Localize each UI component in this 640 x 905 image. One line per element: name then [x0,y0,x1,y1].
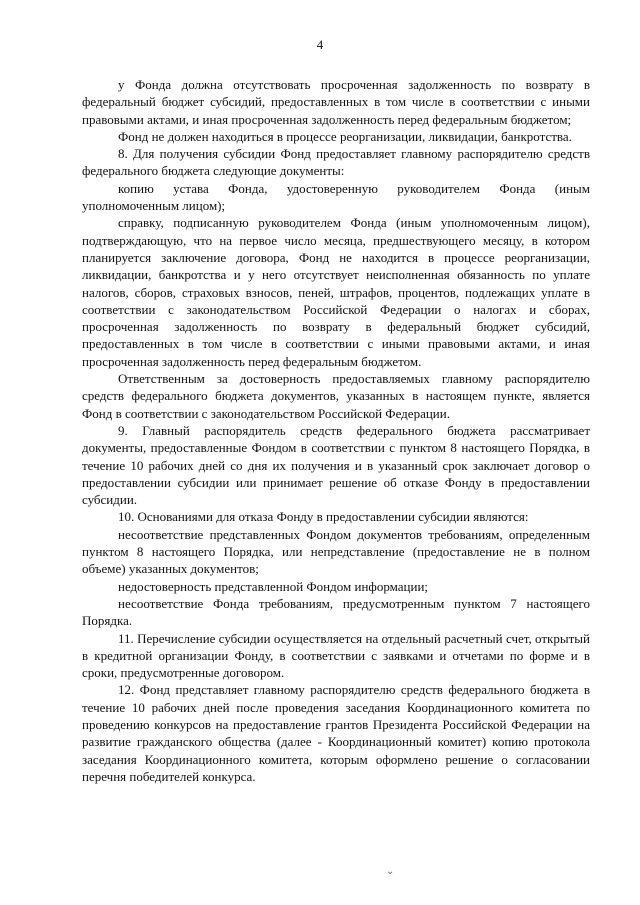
paragraph: у Фонда должна отсутствовать просроченная задолженность по возврату в федеральный бюджет субсидий, предоставленных в том числе в соответствии с иными правовыми актами, и иная просроченная задолженность перед федеральным бюджетом; [82,77,590,127]
document-body [82,76,590,785]
scan-mark: ⌄ [386,866,395,877]
paragraph: 9. Главный распорядитель средств федерального бюджета рассматривает документы, предоставленные Фондом в соответствии с пунктом 8 настоящего Порядка, в течение 10 рабочих дней со дня их получения и в указанный срок заключает договор о предоставлении субсидии или принимает решение об отказе Фонду в предоставлении субсидии. [82,422,590,508]
paragraph: справку, подписанную руководителем Фонда (иным уполномоченным лицом), подтверждающую, что на первое число месяца, предшествующего месяцу, в котором планируется заключение договора, Фонд не находится в процессе реорганизации, ликвидации, банкротства и у него отсутствует неисполненная обязанность по уплате налогов, сборов, страховых взносов, пеней, штрафов, процентов, подлежащих уплате в соответствии с законодательством Российской Федерации о налогах и сборах, просроченная задолженность по возврату в федеральный бюджет субсидий, предоставленных в том числе в соответствии с иными правовыми актами, и иная просроченная задолженность перед федеральным бюджетом. [82,215,590,369]
paragraph: недостоверность представленной Фондом информации; [118,578,429,594]
paragraph: 10. Основаниями для отказа Фонду в предоставлении субсидии являются: [118,509,529,525]
paragraph: 12. Фонд представляет главному распорядителю средств федерального бюджета в течение 10 рабочих дней после проведения заседания Координационного комитета по проведению конкурсов на предоставление грантов Президента Российской Федерации на развитие гражданского общества (далее - Координационный комитет) копию протокола заседания Координационного комитета, которым оформлено решение о согласовании перечня победителей конкурса. [82,682,590,784]
page-number: 4 [316,37,324,52]
paragraph: Ответственным за достоверность предоставляемых главному распорядителю средств федерального бюджета документов, указанных в настоящем пункте, является Фонд в соответствии с законодательством Российской Федерации. [82,371,590,421]
paragraph: 11. Перечисление субсидии осуществляется на отдельный расчетный счет, открытый в кредитной организации Фонду, в соответствии с заявками и отчетами по форме и в сроки, предусмотренные договором. [82,630,590,681]
paragraph: несоответствие Фонда требованиям, предусмотренным пунктом 7 настоящего Порядка. [82,595,590,629]
paragraph: несоответствие представленных Фондом документов требованиям, определенным пунктом 8 настоящего Порядка, или непредставление (предоставление не в полном объеме) указанных документов; [82,526,590,577]
paragraph: Фонд не должен находиться в процессе реорганизации, ликвидации, банкротства. [118,128,572,144]
paragraph: 8. Для получения субсидии Фонд предоставляет главному распорядителю средств федерального бюджета следующие документы: [82,146,590,179]
paragraph: копию устава Фонда, удостоверенную руководителем Фонда (иным уполномоченным лицом); [82,180,590,214]
